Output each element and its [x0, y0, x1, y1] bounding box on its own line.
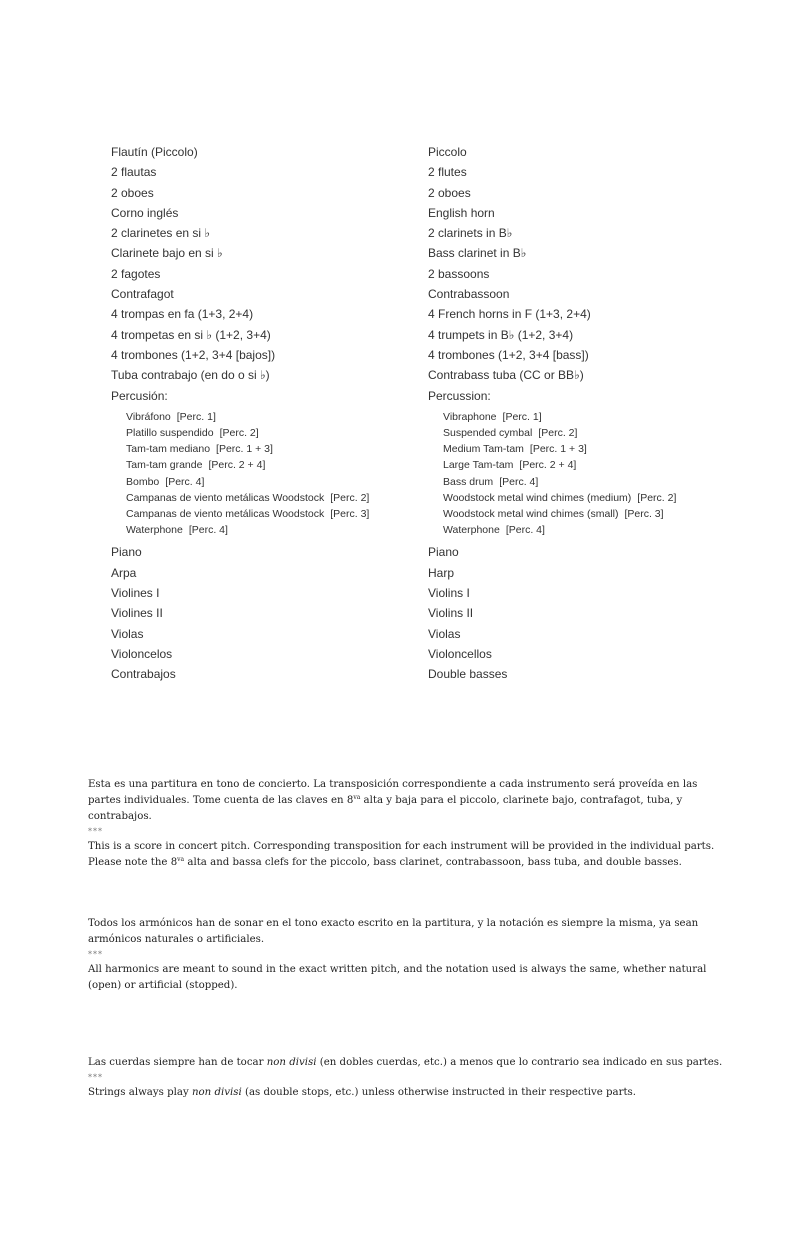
- note-text-en: [88, 1085, 728, 1101]
- percussion-item: [126, 409, 369, 425]
- instrument-item: Violins I: [428, 585, 470, 600]
- percussion-item: [443, 409, 676, 425]
- percussion-name: Platillo suspendido: [126, 427, 214, 440]
- instrument-item: 2 oboes: [428, 185, 471, 200]
- percussion-item: [443, 457, 676, 473]
- instrument-item: 2 clarinets in B♭: [428, 226, 513, 241]
- note-text-part: Las cuerdas siempre han de tocar: [88, 1057, 267, 1068]
- instrument-item: Violas: [111, 626, 144, 641]
- instrument-item: Clarinete bajo en si ♭: [111, 246, 223, 261]
- divisi-note: [88, 1055, 728, 1101]
- harmonics-note: [88, 916, 728, 994]
- instrument-item: Corno inglés: [111, 205, 179, 220]
- instrument-item: 4 trombones (1+2, 3+4 [bass]): [428, 347, 589, 362]
- instrument-item: Violoncellos: [428, 646, 492, 661]
- instrument-item: 4 trumpets in B♭ (1+2, 3+4): [428, 327, 574, 342]
- percussion-tag: [Perc. 2]: [637, 491, 677, 504]
- instrumentation-list-en: [428, 142, 676, 684]
- instrument-item: Harp: [428, 565, 455, 580]
- instrument-item: 2 flautas: [111, 165, 157, 180]
- instrument-item: Violins II: [428, 606, 474, 621]
- instrument-item: Flautín (Piccolo): [111, 145, 198, 159]
- instrument-item: 4 trompetas en si ♭ (1+2, 3+4): [111, 327, 271, 342]
- instrument-item: Contrabajos: [111, 667, 176, 682]
- percussion-tag: [Perc. 4]: [188, 524, 228, 537]
- percussion-name: Medium Tam-tam: [443, 443, 524, 456]
- percussion-tag: [Perc. 1 + 3]: [529, 443, 587, 456]
- instrument-item: Piano: [428, 545, 459, 560]
- note-text-en: All harmonics are meant to sound in the exact written pitch, and the notation used is always the same, whether natural (open) or artificial (stopped).: [88, 964, 707, 991]
- percussion-name: Campanas de viento metálicas Woodstock: [126, 491, 325, 504]
- percussion-tag: [Perc. 1 + 3]: [216, 443, 273, 456]
- instrumentation-list-es: [111, 142, 369, 684]
- instrument-item: Violines II: [111, 606, 163, 621]
- percussion-name: Vibráfono: [126, 410, 171, 423]
- emphasis-text: non divisi: [266, 1057, 317, 1068]
- emphasis-text: non divisi: [191, 1087, 242, 1098]
- ottava-superscript: va: [177, 856, 185, 863]
- note-text-part: alta y baja para el piccolo, clarinete bajo, contrafagot, tuba, y contrabajos.: [88, 795, 683, 822]
- instrument-item: 2 fagotes: [111, 266, 161, 281]
- percussion-item: [126, 490, 369, 506]
- percussion-list-es: [111, 409, 369, 539]
- percussion-name: Waterphone: [443, 524, 500, 537]
- percussion-item: [443, 441, 676, 457]
- instrument-item: 2 clarinetes en si ♭: [111, 226, 211, 241]
- note-text-es: [88, 777, 728, 825]
- note-text-part: Strings always play: [88, 1087, 192, 1098]
- percussion-tag: [Perc. 4]: [165, 475, 205, 488]
- instrument-item: Contrabassoon: [428, 287, 510, 302]
- instrument-item: Piano: [111, 545, 142, 560]
- percussion-heading: Percusión:: [111, 388, 168, 403]
- note-text-en: [88, 839, 728, 871]
- percussion-tag: [Perc. 2 + 4]: [519, 459, 577, 472]
- concert-pitch-note: [88, 777, 728, 871]
- ottava-superscript: va: [353, 794, 361, 801]
- note-text-es: [88, 1055, 728, 1071]
- instrument-item: 2 bassoons: [428, 266, 490, 281]
- percussion-item: [443, 490, 676, 506]
- percussion-tag: [Perc. 3]: [330, 507, 370, 520]
- percussion-name: Woodstock metal wind chimes (medium): [443, 491, 632, 504]
- instrument-item: Contrafagot: [111, 287, 174, 302]
- instrument-item: 2 oboes: [111, 185, 154, 200]
- instrument-item: 4 French horns in F (1+3, 2+4): [428, 307, 591, 322]
- percussion-name: Bombo: [126, 475, 160, 488]
- percussion-name: Waterphone: [126, 524, 183, 537]
- percussion-name: Campanas de viento metálicas Woodstock: [126, 507, 325, 520]
- percussion-item: [443, 425, 676, 441]
- instrument-item: Contrabass tuba (CC or BB♭): [428, 368, 584, 383]
- instrument-item: 4 trombones (1+2, 3+4 [bajos]): [111, 347, 276, 362]
- percussion-heading: Percussion:: [428, 388, 491, 403]
- instrument-item: Double basses: [428, 667, 508, 682]
- percussion-item: [443, 522, 676, 538]
- instrument-item: Arpa: [111, 565, 137, 580]
- percussion-item: [126, 441, 369, 457]
- percussion-item: [126, 474, 369, 490]
- separator-stars: ***: [88, 1073, 103, 1082]
- percussion-tag: [Perc. 1]: [176, 410, 216, 423]
- percussion-name: Woodstock metal wind chimes (small): [443, 507, 619, 520]
- instrument-item: 4 trompas en fa (1+3, 2+4): [111, 307, 254, 322]
- percussion-name: Tam-tam grande: [126, 459, 203, 472]
- percussion-tag: [Perc. 3]: [624, 507, 664, 520]
- instrument-item: Violines I: [111, 585, 160, 600]
- percussion-item: [126, 425, 369, 441]
- percussion-item: [443, 506, 676, 522]
- note-text-part: alta and bassa clefs for the piccolo, bass clarinet, contrabassoon, bass tuba, and double basses.: [184, 857, 682, 868]
- percussion-name: Tam-tam mediano: [126, 443, 211, 456]
- percussion-tag: [Perc. 2]: [538, 427, 578, 440]
- percussion-item: [126, 457, 369, 473]
- separator-stars: ***: [88, 827, 103, 836]
- note-text-es: Todos los armónicos han de sonar en el tono exacto escrito en la partitura, y la notación es siempre la misma, ya sean armónicos naturales o artificiales.: [88, 918, 699, 945]
- percussion-tag: [Perc. 2]: [330, 491, 370, 504]
- percussion-item: [126, 522, 369, 538]
- percussion-name: Vibraphone: [443, 410, 497, 423]
- instrument-item: Violoncelos: [111, 646, 173, 661]
- note-text-part: (en dobles cuerdas, etc.) a menos que lo contrario sea indicado en sus partes.: [316, 1057, 723, 1068]
- percussion-tag: [Perc. 1]: [502, 410, 542, 423]
- percussion-item: [126, 506, 369, 522]
- percussion-list-en: [428, 409, 676, 539]
- instrument-item: Bass clarinet in B♭: [428, 246, 527, 261]
- instrument-item: 2 flutes: [428, 165, 467, 180]
- instrument-item: Tuba contrabajo (en do o si ♭): [111, 368, 270, 383]
- percussion-tag: [Perc. 2]: [219, 427, 259, 440]
- note-text-part: This is a score in concert pitch. Corresponding transposition for each instrument will be provided in the individual parts. Please note the 8: [88, 841, 715, 868]
- percussion-tag: [Perc. 2 + 4]: [208, 459, 266, 472]
- percussion-tag: [Perc. 4]: [505, 524, 545, 537]
- percussion-name: Suspended cymbal: [443, 427, 533, 440]
- instrument-item: English horn: [428, 205, 495, 220]
- percussion-name: Bass drum: [443, 475, 494, 488]
- note-text-part: Esta es una partitura en tono de concierto. La transposición correspondiente a cada instrumento será proveída en las partes individuales. Tome cuenta de las claves en 8: [88, 779, 698, 806]
- note-text-part: (as double stops, etc.) unless otherwise instructed in their respective parts.: [241, 1087, 637, 1098]
- percussion-tag: [Perc. 4]: [499, 475, 539, 488]
- separator-stars: ***: [88, 950, 103, 959]
- instrument-item: Piccolo: [428, 145, 467, 159]
- percussion-name: Large Tam-tam: [443, 459, 514, 472]
- instrument-item: Violas: [428, 626, 461, 641]
- percussion-item: [443, 474, 676, 490]
